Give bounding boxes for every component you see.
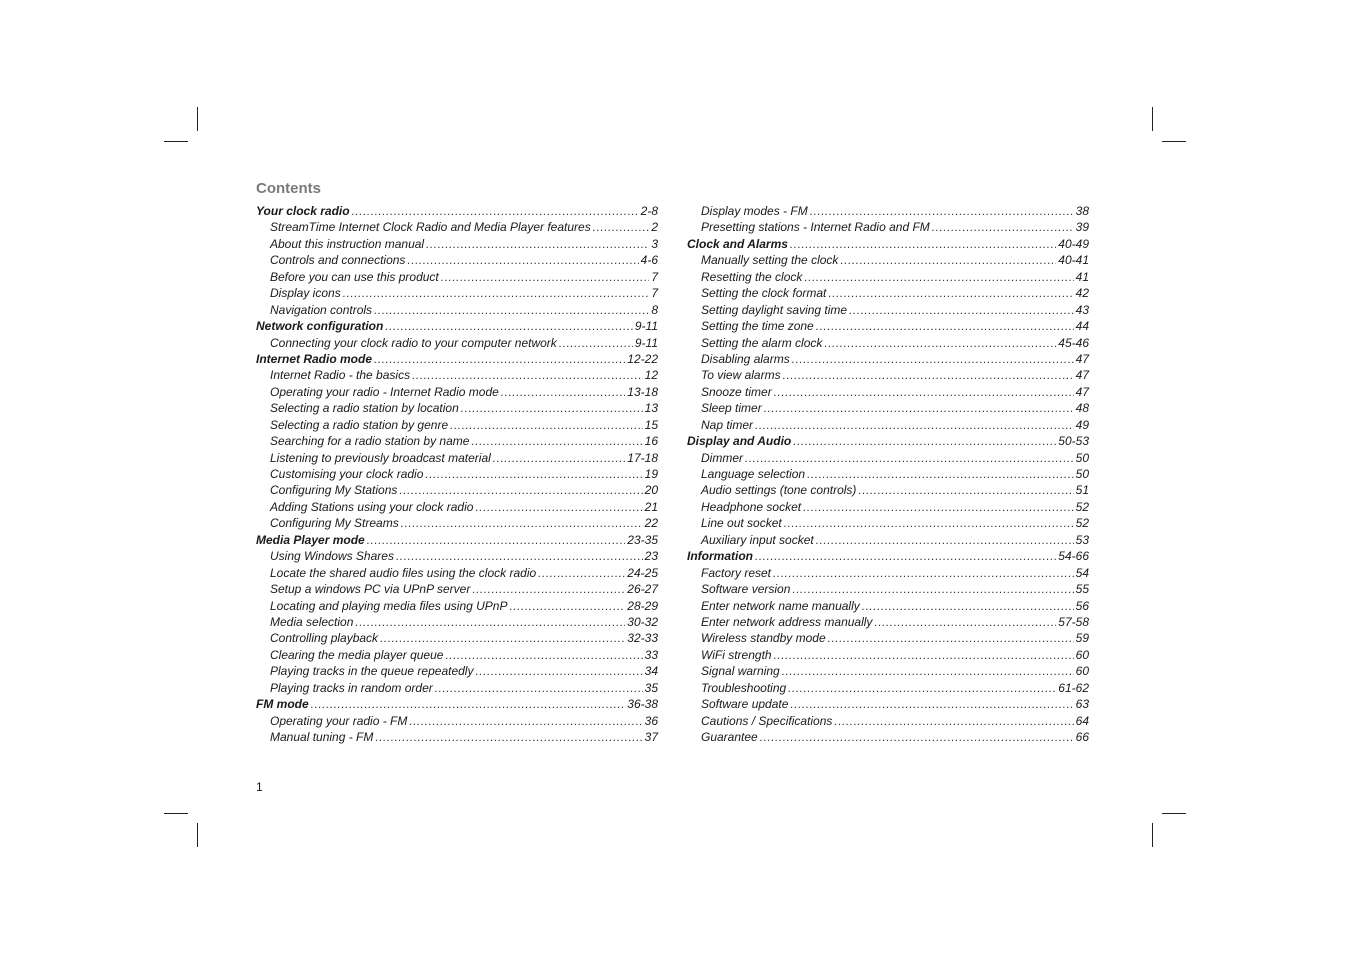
toc-entry-page: 20 bbox=[644, 483, 658, 498]
toc-entry[interactable] bbox=[687, 252, 1089, 268]
toc-entry-label: Manually setting the clock bbox=[701, 253, 839, 268]
toc-entry-page: 57-58 bbox=[1058, 614, 1089, 629]
toc-entry-page: 52 bbox=[1075, 499, 1089, 514]
toc-entry-label: Factory reset bbox=[701, 565, 772, 580]
toc-entry-label: Navigation controls bbox=[270, 302, 373, 317]
dot-leader bbox=[784, 515, 1074, 531]
toc-entry-page: 50-53 bbox=[1058, 434, 1089, 449]
toc-entry-label: About this instruction manual bbox=[270, 236, 425, 251]
toc-section-heading[interactable] bbox=[256, 532, 658, 548]
toc-entry[interactable] bbox=[687, 351, 1089, 367]
toc-entry-page: 54 bbox=[1075, 565, 1089, 580]
toc-section-heading[interactable] bbox=[687, 548, 1089, 564]
toc-section-heading[interactable] bbox=[256, 318, 658, 334]
dot-leader bbox=[399, 482, 642, 498]
toc-entry-page: 45-46 bbox=[1058, 335, 1089, 350]
toc-entry-page: 40-49 bbox=[1058, 236, 1089, 251]
toc-entry-label: Wireless standby mode bbox=[701, 631, 826, 646]
toc-entry-page: 55 bbox=[1075, 582, 1089, 597]
toc-entry[interactable] bbox=[256, 285, 658, 301]
toc-section-heading[interactable] bbox=[256, 351, 658, 367]
toc-entry-label: Locating and playing media files using UPnP bbox=[270, 598, 508, 613]
toc-entry[interactable] bbox=[256, 515, 658, 531]
toc-entry-page: 50 bbox=[1075, 450, 1089, 465]
toc-entry-page: 35 bbox=[644, 680, 658, 695]
toc-entry-page: 22 bbox=[644, 516, 658, 531]
toc-entry-label: Display modes - FM bbox=[701, 204, 808, 218]
toc-entry-page: 36-38 bbox=[627, 697, 658, 712]
crop-mark bbox=[1152, 107, 1153, 131]
toc-entry[interactable] bbox=[687, 269, 1089, 285]
toc-entry-label: Presetting stations - Internet Radio and FM bbox=[701, 220, 930, 235]
toc-entry-page: 30-32 bbox=[627, 614, 658, 629]
dot-leader bbox=[374, 351, 625, 367]
dot-leader bbox=[790, 696, 1073, 712]
toc-entry-page: 63 bbox=[1075, 697, 1089, 712]
crop-mark bbox=[1162, 813, 1186, 814]
toc-entry-label: Playing tracks in the queue repeatedly bbox=[270, 664, 474, 679]
toc-entry-label: Locate the shared audio files using the clock radio bbox=[270, 565, 537, 580]
toc-entry[interactable] bbox=[687, 515, 1089, 531]
toc-entry[interactable] bbox=[687, 219, 1089, 235]
toc-entry-label: Media selection bbox=[270, 614, 354, 629]
dot-leader bbox=[401, 515, 643, 531]
toc-entry-page: 4-6 bbox=[640, 253, 658, 268]
dot-leader bbox=[783, 367, 1074, 383]
toc-entry-page: 53 bbox=[1075, 532, 1089, 547]
toc-entry-label: Before you can use this product bbox=[270, 269, 439, 284]
toc-entry-page: 60 bbox=[1075, 664, 1089, 679]
dot-leader bbox=[445, 647, 642, 663]
toc-entry[interactable] bbox=[256, 417, 658, 433]
toc-entry-page: 7 bbox=[651, 269, 658, 284]
toc-section-heading[interactable] bbox=[687, 236, 1089, 252]
dot-leader bbox=[367, 532, 626, 548]
toc-entry[interactable] bbox=[687, 565, 1089, 581]
crop-mark bbox=[1152, 823, 1153, 847]
dot-leader bbox=[804, 269, 1073, 285]
dot-leader bbox=[352, 203, 639, 219]
toc-entry-page: 19 bbox=[644, 467, 658, 481]
dot-leader bbox=[396, 548, 643, 564]
toc-entry[interactable] bbox=[687, 203, 1089, 219]
toc-entry-label: Dimmer bbox=[701, 450, 743, 465]
dot-leader bbox=[426, 236, 649, 252]
dot-leader bbox=[343, 285, 650, 301]
toc-entry-label: Setting daylight saving time bbox=[701, 302, 848, 317]
dot-leader bbox=[788, 680, 1056, 696]
dot-leader bbox=[559, 335, 633, 351]
toc-entry-page: 50 bbox=[1075, 467, 1089, 481]
dot-leader bbox=[834, 713, 1073, 729]
toc-entry[interactable] bbox=[256, 384, 658, 400]
toc-entry[interactable] bbox=[256, 433, 658, 449]
crop-mark bbox=[1162, 141, 1186, 142]
toc-entry[interactable] bbox=[256, 680, 658, 696]
toc-entry[interactable] bbox=[687, 466, 1089, 482]
dot-leader bbox=[828, 630, 1074, 646]
toc-entry[interactable] bbox=[687, 680, 1089, 696]
toc-entry[interactable] bbox=[256, 466, 658, 482]
crop-mark bbox=[164, 813, 188, 814]
toc-entry[interactable] bbox=[256, 598, 658, 614]
toc-entry-label: Guarantee bbox=[701, 730, 758, 744]
toc-entry[interactable] bbox=[256, 663, 658, 679]
toc-entry-page: 26-27 bbox=[627, 582, 658, 597]
page-number: 1 bbox=[256, 780, 263, 794]
dot-leader bbox=[816, 532, 1074, 548]
toc-entry[interactable] bbox=[687, 663, 1089, 679]
crop-mark bbox=[197, 823, 198, 847]
dot-leader bbox=[874, 614, 1056, 630]
dot-leader bbox=[840, 252, 1056, 268]
toc-entry-page: 9-11 bbox=[634, 319, 658, 334]
toc-entry-label: Enter network address manually bbox=[701, 614, 873, 629]
dot-leader bbox=[760, 729, 1074, 745]
toc-entry-page: 51 bbox=[1075, 483, 1089, 498]
toc-entry-page: 12-22 bbox=[627, 351, 658, 366]
dot-leader bbox=[380, 630, 625, 646]
dot-leader bbox=[441, 269, 650, 285]
toc-entry[interactable] bbox=[256, 400, 658, 416]
dot-leader bbox=[858, 482, 1073, 498]
toc-entry-label: Snooze timer bbox=[701, 384, 772, 399]
dot-leader bbox=[471, 433, 642, 449]
dot-leader bbox=[828, 285, 1073, 301]
dot-leader bbox=[755, 417, 1074, 433]
toc-entry-label: WiFi strength bbox=[701, 647, 772, 662]
toc-entry-label: Troubleshooting bbox=[701, 680, 787, 695]
toc-entry[interactable] bbox=[687, 417, 1089, 433]
toc-entry-page: 28-29 bbox=[627, 598, 658, 613]
dot-leader bbox=[803, 499, 1074, 515]
dot-leader bbox=[745, 450, 1074, 466]
toc-entry[interactable] bbox=[256, 367, 658, 383]
toc-entry-label: Internet Radio mode bbox=[256, 351, 373, 366]
toc-entry-label: To view alarms bbox=[701, 368, 781, 383]
toc-entry[interactable] bbox=[687, 499, 1089, 515]
toc-entry[interactable] bbox=[256, 482, 658, 498]
dot-leader bbox=[824, 335, 1056, 351]
toc-entry-label: Searching for a radio station by name bbox=[270, 434, 470, 449]
toc-entry[interactable] bbox=[687, 729, 1089, 745]
toc-entry[interactable] bbox=[687, 614, 1089, 630]
toc-entry[interactable] bbox=[687, 302, 1089, 318]
dot-leader bbox=[849, 302, 1074, 318]
toc-entry-label: Using Windows Shares bbox=[270, 549, 394, 564]
toc-entry-label: Software version bbox=[701, 582, 791, 597]
toc-entry-page: 42 bbox=[1075, 286, 1089, 301]
dot-leader bbox=[374, 302, 649, 318]
toc-entry-page: 24-25 bbox=[627, 565, 658, 580]
toc-entry[interactable] bbox=[256, 450, 658, 466]
dot-leader bbox=[932, 219, 1074, 235]
dot-leader bbox=[773, 565, 1074, 581]
dot-leader bbox=[793, 433, 1056, 449]
toc-entry-page: 3 bbox=[651, 236, 658, 251]
toc-entry-label: Setting the clock format bbox=[701, 286, 827, 301]
toc-entry-page: 48 bbox=[1075, 401, 1089, 416]
dot-leader bbox=[385, 318, 633, 334]
toc-entry[interactable] bbox=[687, 630, 1089, 646]
toc-entry-page: 47 bbox=[1075, 351, 1089, 366]
dot-leader bbox=[409, 713, 642, 729]
toc-entry-page: 13 bbox=[644, 401, 658, 416]
toc-entry-label: Sleep timer bbox=[701, 401, 762, 416]
toc-entry[interactable] bbox=[256, 269, 658, 285]
toc-entry-page: 32-33 bbox=[627, 631, 658, 646]
toc-entry-page: 66 bbox=[1075, 730, 1089, 744]
dot-leader bbox=[755, 548, 1056, 564]
toc-entry-label: Cautions / Specifications bbox=[701, 713, 833, 728]
toc-entry[interactable] bbox=[687, 647, 1089, 663]
toc-entry-page: 40-41 bbox=[1058, 253, 1089, 268]
toc-entry-page: 34 bbox=[644, 664, 658, 679]
dot-leader bbox=[509, 598, 625, 614]
toc-entry-page: 2-8 bbox=[640, 204, 658, 218]
toc-entry-page: 9-11 bbox=[634, 335, 658, 350]
toc-entry-label: Software update bbox=[701, 697, 789, 712]
toc-entry-page: 59 bbox=[1075, 631, 1089, 646]
toc-entry-page: 15 bbox=[644, 417, 658, 432]
toc-section-heading[interactable] bbox=[256, 696, 658, 712]
toc-entry-label: Line out socket bbox=[701, 516, 782, 531]
toc-entry-page: 13-18 bbox=[627, 384, 658, 399]
toc-entry-label: Customising your clock radio bbox=[270, 467, 424, 481]
toc-entry-page: 2 bbox=[651, 220, 658, 235]
toc-entry-page: 8 bbox=[651, 302, 658, 317]
toc-entry-page: 47 bbox=[1075, 368, 1089, 383]
dot-leader bbox=[774, 384, 1074, 400]
toc-entry[interactable] bbox=[256, 236, 658, 252]
toc-entry-page: 23 bbox=[644, 549, 658, 564]
dot-leader bbox=[412, 367, 643, 383]
dot-leader bbox=[792, 581, 1073, 597]
toc-entry[interactable] bbox=[256, 335, 658, 351]
toc-entry[interactable] bbox=[256, 252, 658, 268]
toc-entry-page: 54-66 bbox=[1058, 549, 1089, 564]
dot-leader bbox=[461, 400, 643, 416]
toc-entry[interactable] bbox=[256, 302, 658, 318]
toc-entry-label: Disabling alarms bbox=[701, 351, 790, 366]
dot-leader bbox=[355, 614, 625, 630]
dot-leader bbox=[807, 466, 1074, 482]
toc-entry[interactable] bbox=[256, 630, 658, 646]
toc-entry-label: Signal warning bbox=[701, 664, 780, 679]
toc-entry-page: 38 bbox=[1075, 204, 1089, 218]
toc-entry-label: Enter network name manually bbox=[701, 598, 860, 613]
dot-leader bbox=[425, 466, 642, 482]
dot-leader bbox=[790, 236, 1056, 252]
toc-entry-label: Setting the time zone bbox=[701, 319, 814, 334]
toc-entry-page: 39 bbox=[1075, 220, 1089, 235]
toc-entry[interactable] bbox=[687, 581, 1089, 597]
toc-entry-label: Resetting the clock bbox=[701, 269, 803, 284]
toc-entry[interactable] bbox=[687, 335, 1089, 351]
dot-leader bbox=[375, 729, 642, 745]
toc-entry[interactable] bbox=[687, 318, 1089, 334]
toc-entry-label: Connecting your clock radio to your computer network bbox=[270, 335, 557, 350]
toc-section-heading[interactable] bbox=[687, 433, 1089, 449]
toc-entry[interactable] bbox=[256, 729, 658, 745]
toc-entry[interactable] bbox=[256, 565, 658, 581]
toc-section-heading[interactable] bbox=[256, 203, 658, 219]
dot-leader bbox=[774, 647, 1074, 663]
dot-leader bbox=[475, 499, 642, 515]
toc-entry-label: Playing tracks in random order bbox=[270, 680, 433, 695]
toc-entry-page: 12 bbox=[644, 368, 658, 383]
toc-entry[interactable] bbox=[256, 614, 658, 630]
toc-entry-label: Controls and connections bbox=[270, 253, 406, 268]
toc-entry-page: 16 bbox=[644, 434, 658, 449]
toc-entry-page: 64 bbox=[1075, 713, 1089, 728]
toc-entry-label: Clearing the media player queue bbox=[270, 647, 444, 662]
toc-entry[interactable] bbox=[687, 384, 1089, 400]
toc-entry[interactable] bbox=[256, 713, 658, 729]
toc-entry-label: Headphone socket bbox=[701, 499, 802, 514]
toc-entry-page: 37 bbox=[644, 730, 658, 744]
toc-entry-page: 23-35 bbox=[627, 532, 658, 547]
toc-entry-label: Controlling playback bbox=[270, 631, 379, 646]
toc-entry-label: Network configuration bbox=[256, 319, 384, 334]
toc-entry-label: Language selection bbox=[701, 467, 806, 481]
toc-entry-label: Operating your radio - Internet Radio mode bbox=[270, 384, 499, 399]
crop-mark bbox=[164, 141, 188, 142]
toc-entry-label: Your clock radio bbox=[256, 204, 350, 218]
toc-entry-page: 36 bbox=[644, 713, 658, 728]
toc-entry[interactable] bbox=[687, 450, 1089, 466]
toc-entry-label: Auxiliary input socket bbox=[701, 532, 814, 547]
toc-entry-page: 43 bbox=[1075, 302, 1089, 317]
dot-leader bbox=[475, 663, 642, 679]
dot-leader bbox=[493, 450, 626, 466]
toc-entry-label: Information bbox=[687, 549, 753, 564]
toc-entry-label: Configuring My Stations bbox=[270, 483, 398, 498]
toc-right-column bbox=[687, 203, 1089, 745]
toc-entry-label: Clock and Alarms bbox=[687, 236, 788, 251]
dot-leader bbox=[450, 417, 643, 433]
toc-entry[interactable] bbox=[687, 400, 1089, 416]
toc-entry-label: Setting the alarm clock bbox=[701, 335, 823, 350]
toc-entry-page: 21 bbox=[644, 499, 658, 514]
toc-entry[interactable] bbox=[687, 598, 1089, 614]
toc-entry[interactable] bbox=[256, 647, 658, 663]
crop-mark bbox=[197, 107, 198, 131]
toc-entry-page: 61-62 bbox=[1058, 680, 1089, 695]
toc-entry-label: FM mode bbox=[256, 697, 309, 712]
toc-entry-page: 52 bbox=[1075, 516, 1089, 531]
toc-entry-label: Display icons bbox=[270, 286, 341, 301]
toc-entry-label: Configuring My Streams bbox=[270, 516, 399, 531]
toc-entry-label: Display and Audio bbox=[687, 434, 792, 449]
dot-leader bbox=[311, 696, 626, 712]
dot-leader bbox=[810, 203, 1074, 219]
toc-entry[interactable] bbox=[687, 367, 1089, 383]
toc-entry-page: 17-18 bbox=[627, 450, 658, 465]
toc-entry[interactable] bbox=[687, 482, 1089, 498]
dot-leader bbox=[501, 384, 626, 400]
toc-entry-page: 33 bbox=[644, 647, 658, 662]
toc-entry[interactable] bbox=[687, 532, 1089, 548]
dot-leader bbox=[792, 351, 1074, 367]
toc-entry-label: Adding Stations using your clock radio bbox=[270, 499, 474, 514]
toc-entry-label: Listening to previously broadcast material bbox=[270, 450, 491, 465]
dot-leader bbox=[407, 252, 638, 268]
toc-entry[interactable] bbox=[687, 285, 1089, 301]
toc-entry-label: Audio settings (tone controls) bbox=[701, 483, 857, 498]
dot-leader bbox=[435, 680, 643, 696]
dot-leader bbox=[593, 219, 650, 235]
toc-entry[interactable] bbox=[256, 219, 658, 235]
dot-leader bbox=[816, 318, 1074, 334]
toc-entry-label: Selecting a radio station by genre bbox=[270, 417, 449, 432]
toc-entry[interactable] bbox=[687, 696, 1089, 712]
toc-entry-page: 47 bbox=[1075, 384, 1089, 399]
toc-entry-label: Nap timer bbox=[701, 417, 754, 432]
dot-leader bbox=[472, 581, 625, 597]
dot-leader bbox=[538, 565, 625, 581]
dot-leader bbox=[764, 400, 1074, 416]
dot-leader bbox=[862, 598, 1074, 614]
toc-entry[interactable] bbox=[256, 581, 658, 597]
toc-entry-label: Manual tuning - FM bbox=[270, 730, 374, 744]
toc-entry-page: 44 bbox=[1075, 319, 1089, 334]
toc-entry-page: 41 bbox=[1075, 269, 1089, 284]
toc-entry-label: Media Player mode bbox=[256, 532, 365, 547]
toc-entry[interactable] bbox=[256, 499, 658, 515]
dot-leader bbox=[782, 663, 1074, 679]
toc-left-column bbox=[256, 203, 658, 745]
toc-entry-label: Operating your radio - FM bbox=[270, 713, 408, 728]
toc-entry-page: 60 bbox=[1075, 647, 1089, 662]
toc-entry-page: 49 bbox=[1075, 417, 1089, 432]
toc-entry[interactable] bbox=[687, 713, 1089, 729]
toc-entry-label: StreamTime Internet Clock Radio and Media Player features bbox=[270, 220, 591, 235]
toc-entry-label: Internet Radio - the basics bbox=[270, 368, 411, 383]
toc-entry-label: Setup a windows PC via UPnP server bbox=[270, 582, 471, 597]
toc-entry-page: 7 bbox=[651, 286, 658, 301]
page-title: Contents bbox=[256, 180, 321, 197]
toc-entry-page: 56 bbox=[1075, 598, 1089, 613]
toc-entry[interactable] bbox=[256, 548, 658, 564]
toc-entry-label: Selecting a radio station by location bbox=[270, 401, 459, 416]
